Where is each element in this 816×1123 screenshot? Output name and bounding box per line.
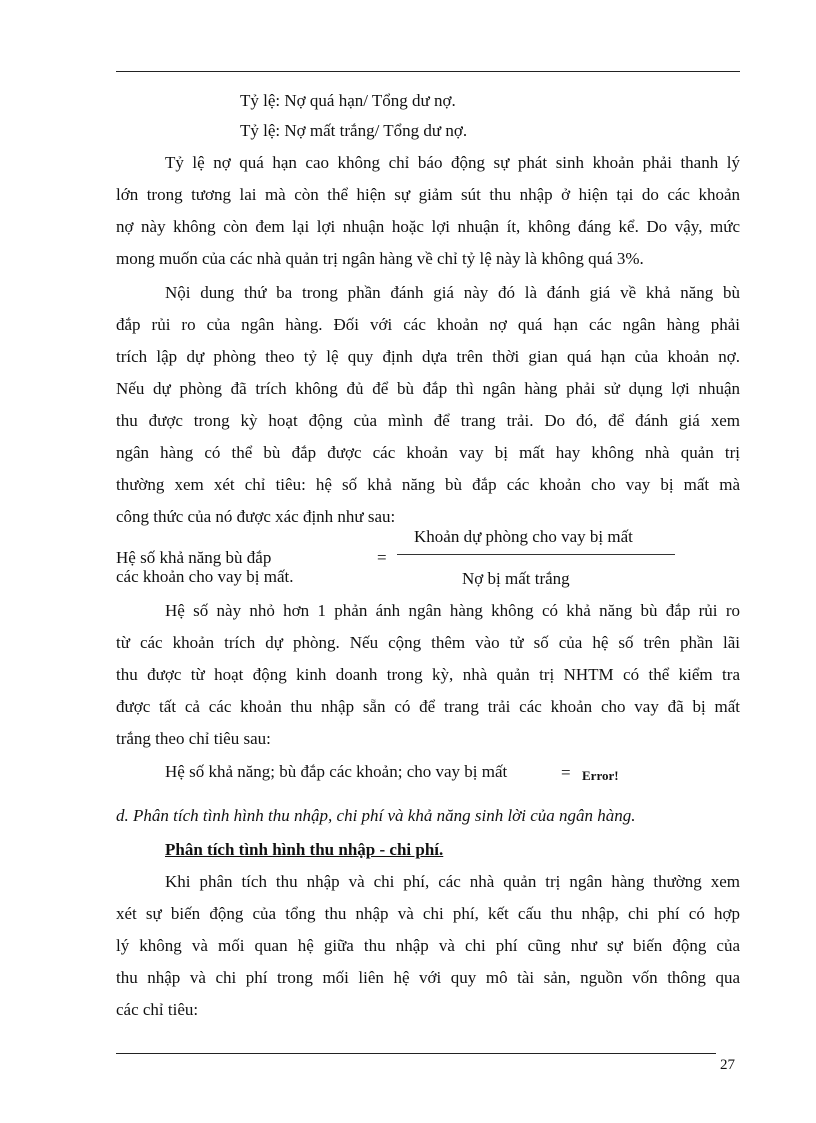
formula-denominator: Nợ bị mất trắng bbox=[462, 569, 570, 588]
para2-line: công thức của nó được xác định như sau: bbox=[116, 507, 396, 526]
para1-line: Tỷ lệ nợ quá hạn cao không chỉ báo động sự phát sinh khoản phải thanh lý bbox=[165, 153, 740, 172]
formula-label-line2: các khoản cho vay bị mất. bbox=[116, 567, 294, 586]
fraction-bar bbox=[397, 554, 675, 555]
para4-line: lý không và mối quan hệ giữa thu nhập và chi phí cũng như sự biến động của bbox=[116, 936, 740, 955]
para4-line: Khi phân tích thu nhập và chi phí, các nhà quản trị ngân hàng thường xem bbox=[165, 872, 740, 891]
para1-line: mong muốn của các nhà quản trị ngân hàng về chỉ tỷ lệ này là không quá 3%. bbox=[116, 249, 644, 268]
formula-label-line1: Hệ số khả năng bù đắp bbox=[116, 548, 272, 567]
para2-line: đắp rủi ro của ngân hàng. Đối với các khoản nợ quá hạn các ngân hàng phải bbox=[116, 315, 740, 334]
para3-line: trắng theo chỉ tiêu sau: bbox=[116, 729, 271, 748]
para2-line: thu được trong kỳ hoạt động của mình để trang trải. Do đó, để đánh giá xem bbox=[116, 411, 740, 430]
para2-line: thường xem xét chỉ tiêu: hệ số khả năng bù đắp các khoản cho vay bị mất mà bbox=[116, 475, 740, 494]
formula2-label: Hệ số khả năng; bù đắp các khoản; cho vay bị mất bbox=[165, 762, 508, 781]
para4-line: các chỉ tiêu: bbox=[116, 1000, 199, 1019]
para3-line: thu được từ hoạt động kinh doanh trong kỳ, nhà quản trị NHTM có thể kiểm tra bbox=[116, 665, 740, 684]
para2-line: Nội dung thứ ba trong phần đánh giá này đó là đánh giá về khả năng bù bbox=[165, 283, 740, 302]
section-heading: d. Phân tích tình hình thu nhập, chi phí và khả năng sinh lời của ngân hàng. bbox=[116, 806, 636, 825]
ratio-writeoff: Tỷ lệ: Nợ mất trắng/ Tổng dư nợ. bbox=[240, 121, 468, 140]
para3-line: từ các khoản trích dự phòng. Nếu cộng thêm vào tử số của hệ số trên phần lãi bbox=[116, 633, 740, 652]
formula-equals: = bbox=[377, 548, 387, 567]
para4-line: xét sự biến động của tổng thu nhập và chi phí, kết cấu thu nhập, chi phí có hợp bbox=[116, 904, 740, 923]
formula2-error: Error! bbox=[582, 768, 619, 783]
page-number: 27 bbox=[720, 1057, 735, 1073]
para3-line: được tất cả các khoản thu nhập sẵn có để trang trải các khoản cho vay đã bị mất bbox=[116, 697, 740, 716]
para1-line: nợ này không còn đem lại lợi nhuận hoặc lợi nhuận ít, không đáng kể. Do vậy, mức bbox=[116, 217, 740, 236]
para2-line: Nếu dự phòng đã trích không đủ để bù đắp thì ngân hàng phải sử dụng lợi nhuận bbox=[116, 379, 740, 398]
para4-line: thu nhập và chi phí trong mối liên hệ với quy mô tài sản, nguồn vốn thông qua bbox=[116, 968, 740, 987]
para3-line: Hệ số này nhỏ hơn 1 phản ánh ngân hàng không có khả năng bù đắp rủi ro bbox=[165, 601, 740, 620]
footer-rule bbox=[116, 1053, 716, 1054]
subheading: Phân tích tình hình thu nhập - chi phí. bbox=[165, 840, 444, 859]
para2-line: trích lập dự phòng theo tỷ lệ quy định dựa trên thời gian quá hạn của khoản nợ. bbox=[116, 347, 740, 366]
ratio-overdue: Tỷ lệ: Nợ quá hạn/ Tổng dư nợ. bbox=[240, 91, 456, 110]
formula-numerator: Khoản dự phòng cho vay bị mất bbox=[414, 527, 633, 546]
para1-line: lớn trong tương lai mà còn thể hiện sự giảm sút thu nhập ở hiện tại do các khoản bbox=[116, 185, 740, 204]
formula2-equals: = bbox=[561, 763, 571, 782]
para2-line: ngân hàng có thể bù đắp được các khoản vay bị mất hay không nhà quản trị bbox=[116, 443, 740, 462]
header-rule bbox=[116, 71, 740, 72]
